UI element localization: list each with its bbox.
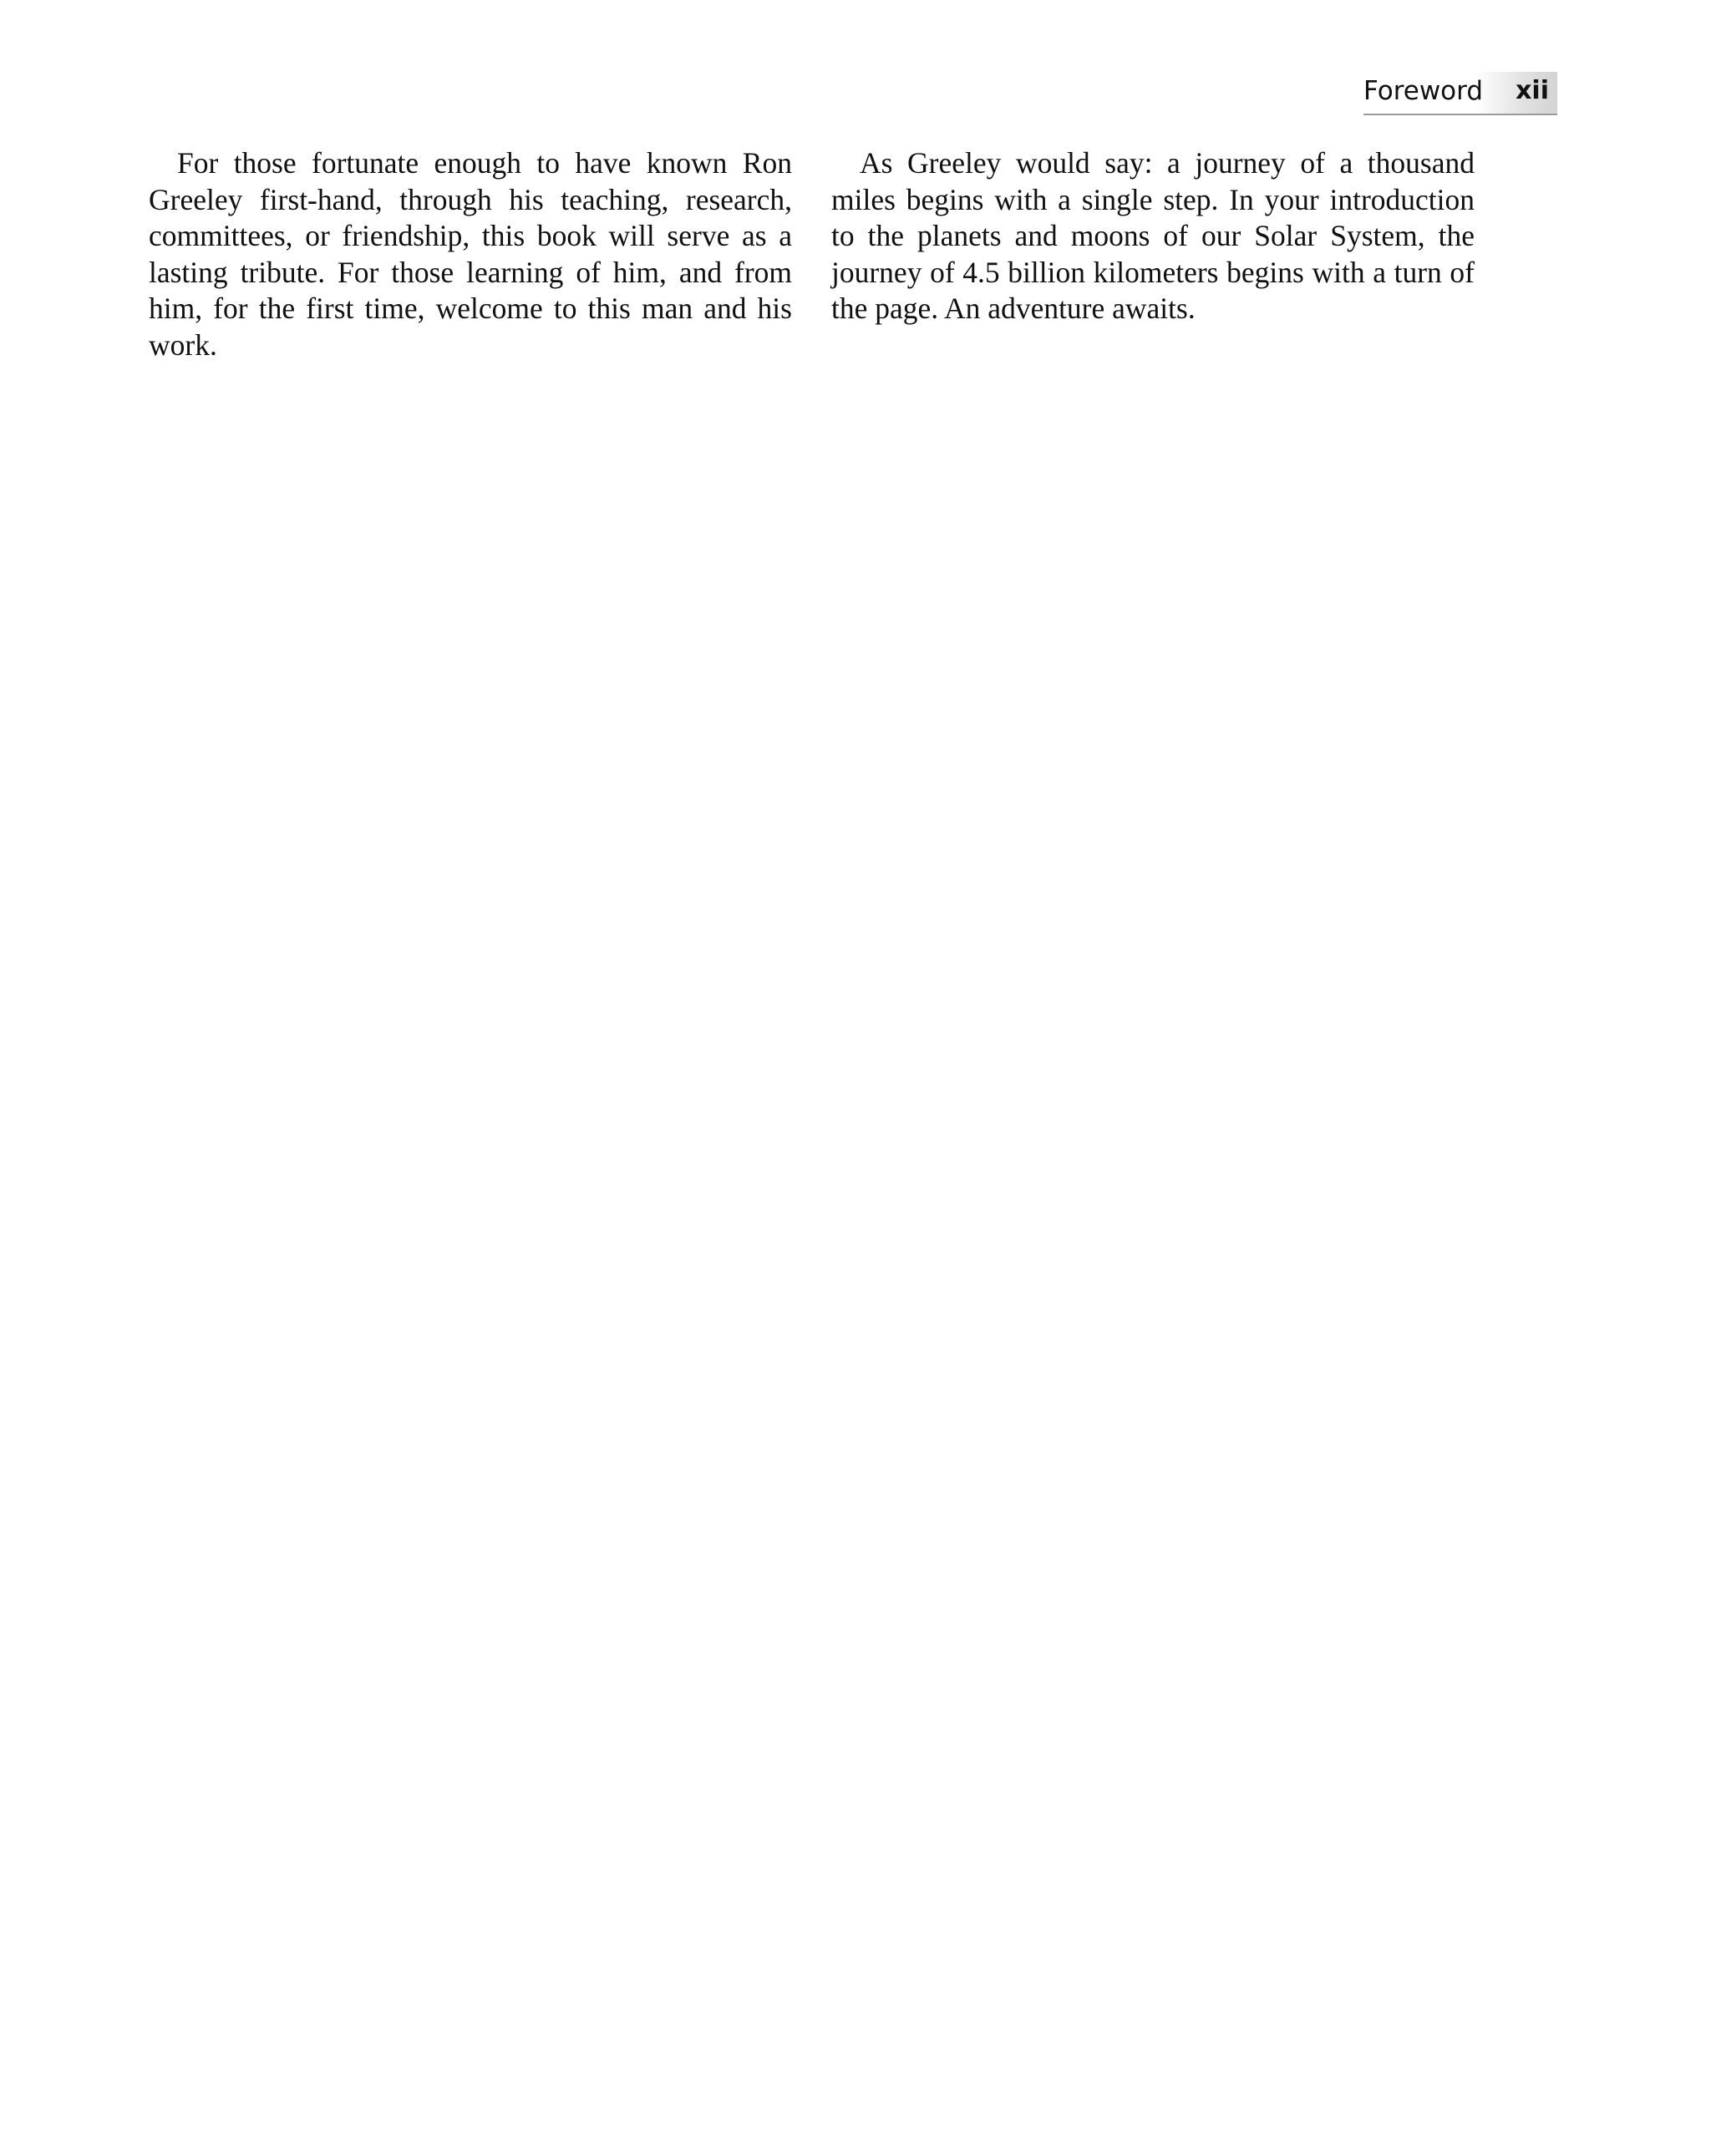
running-header-title: Foreword [1363,76,1484,106]
running-header [1363,72,1557,115]
page-number: xii [1516,76,1549,105]
right-column-paragraph: As Greeley would say: a journey of a thousand miles begins with a single step. In your introduction to the planets and moons of our Solar System, the journey of 4.5 billion kilometers begins with a turn of the page. An adventure awaits. [831,146,1475,326]
left-column-paragraph: For those fortunate enough to have known Ron Greeley first-hand, through his teaching, research, committees, or friendship, this book will serve as a lasting tribute. For those learning of him, and from him, for the first time, welcome to this man and his work. [149,146,792,362]
